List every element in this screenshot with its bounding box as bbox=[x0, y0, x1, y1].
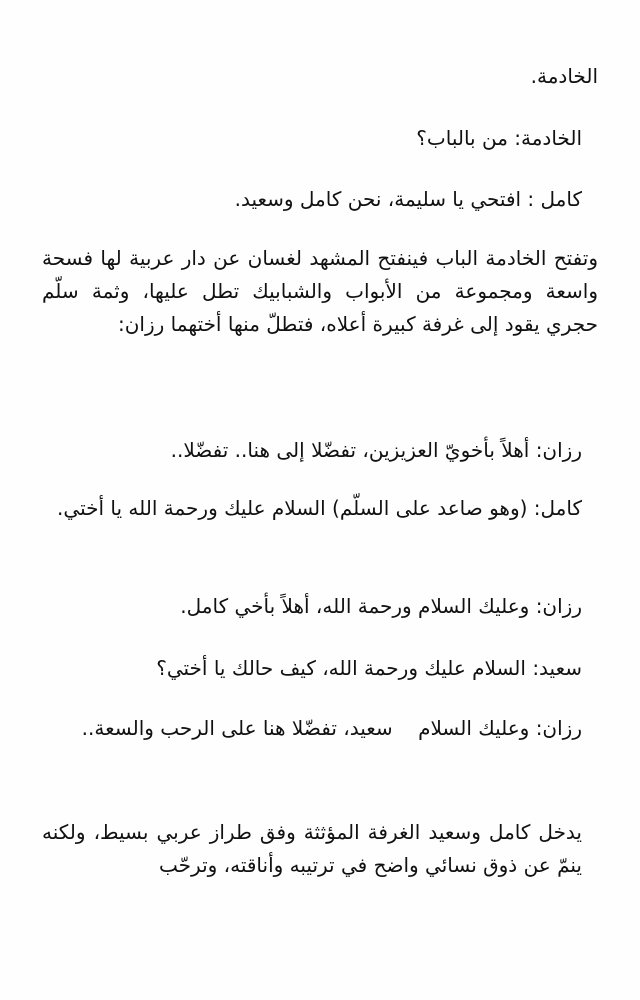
paragraph-maid-question: الخادمة: من بالباب؟ bbox=[416, 126, 582, 150]
paragraph-kamel-reply: كامل : افتحي يا سليمة، نحن كامل وسعيد. bbox=[234, 187, 582, 211]
paragraph-kamel-greeting: كامل: (وهو صاعد على السلّم) السلام عليك ورحمة الله يا أختي. bbox=[57, 496, 582, 520]
paragraph-maid-line: الخادمة. bbox=[530, 64, 598, 88]
paragraph-saeed-greeting: سعيد: السلام عليك ورحمة الله، كيف حالك يا أختي؟ bbox=[156, 656, 582, 680]
paragraph-razan-welcome: رزان: أهلاً بأخويّ العزيزين، تفضّلا إلى هنا.. تفضّلا.. bbox=[170, 438, 582, 462]
paragraph-room-description: يدخل كامل وسعيد الغرفة المؤثثة وفق طراز عربي بسيط، ولكنه ينمّ عن ذوق نسائي واضح في ترتيبه وأناقته، وترحّب bbox=[42, 820, 582, 877]
paragraph-razan-invite: رزان: وعليك السلام سعيد، تفضّلا هنا على الرحب والسعة.. bbox=[81, 716, 582, 740]
paragraph-razan-reply: رزان: وعليك السلام ورحمة الله، أهلاً بأخي كامل. bbox=[180, 594, 582, 618]
paragraph-scene-description: وتفتح الخادمة الباب فينفتح المشهد لغسان عن دار عربية لها فسحة واسعة ومجموعة من الأبواب والشبابيك تطل عليها، وثمة سلّم حجري يقود إلى غرفة كبيرة أعلاه، فتطلّ منها أختهما رزان: bbox=[42, 246, 598, 336]
